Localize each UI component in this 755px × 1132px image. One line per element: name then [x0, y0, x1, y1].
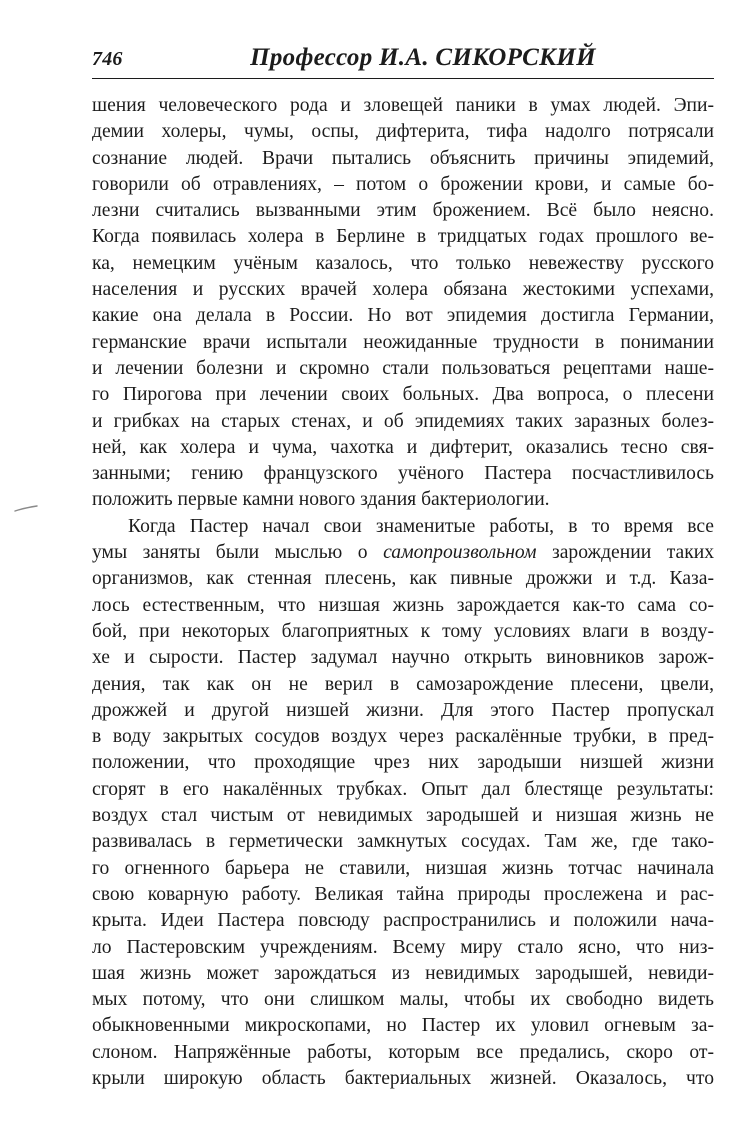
text-line: организмов, как стенная плесень, как пивные дрожжи и т.д. Каза- [92, 568, 714, 590]
header-rule [92, 78, 714, 79]
text-line: положении, что проходящие чрез них зародыши низшей жизни [92, 752, 714, 774]
body-text [92, 93, 714, 1092]
text-line: положить первые камни нового здания бактериологии. [92, 489, 550, 511]
text-line: крыли широкую область бактериальных жизней. Оказалось, что [92, 1067, 714, 1089]
margin-pencil-mark [14, 505, 38, 513]
text-line: ней, как холера и чума, чахотка и дифтерит, оказались тесно свя- [92, 436, 714, 458]
text-line: развивалась в герметически замкнутых сосудах. Там же, где тако- [92, 831, 714, 853]
running-title: Профессор И.А. СИКОРСКИЙ [250, 44, 596, 71]
text-line: демии холеры, чумы, оспы, дифтерита, тифа надолго потрясали [92, 121, 714, 143]
text-line: го Пирогова при лечении своих больных. Два вопроса, о плесени [92, 384, 714, 406]
text-line: ка, немецким учёным казалось, что только невежеству русского [92, 252, 714, 274]
text-line: слоном. Напряжённые работы, которым все предались, скоро от- [92, 1041, 714, 1063]
text-line: лось естественным, что низшая жизнь зарождается как-то сама со- [92, 594, 714, 616]
text-line: крыта. Идеи Пастера повсюду распространились и положили нача- [92, 910, 714, 932]
text-line: шения человеческого рода и зловещей паники в умах людей. Эпи- [92, 95, 714, 116]
text-line [92, 540, 714, 566]
text-line: какие она делала в России. Но вот эпидемия достигла Германии, [92, 305, 714, 327]
page-number: 746 [92, 48, 123, 70]
text-line: и лечении болезни и скромно стали пользоваться рецептами наше- [92, 357, 714, 379]
text-line: воздух стал чистым от невидимых зародышей и низшая жизнь не [92, 805, 714, 827]
page-header [92, 44, 714, 80]
text-line: в воду закрытых сосудов воздух через раскалённые трубки, в пред- [92, 726, 714, 748]
text-line: бой, при некоторых благоприятных к тому условиях влаги в возду- [92, 620, 714, 642]
text-line: занными; гению французского учёного Пастера посчастливилось [92, 463, 714, 485]
text-line: лезни считались вызванными этим брожением. Всё было неясно. [92, 200, 714, 222]
text-line: говорили об отравлениях, – потом о брожении крови, и самые бо- [92, 173, 714, 195]
text-line: шая жизнь может зарождаться из невидимых зародышей, невиди- [92, 962, 714, 984]
text-line-paragraph-start: Когда Пастер начал свои знаменитые работы, в то время все [128, 515, 714, 537]
text-line: хе и сырости. Пастер задумал научно открыть виновников зарож- [92, 647, 714, 669]
text-line: и грибках на старых стенах, и об эпидемиях таких заразных болез- [92, 410, 714, 432]
text-fragment: зарождении таких [536, 542, 714, 564]
text-line: населения и русских врачей холера обязана жестокими успехами, [92, 279, 714, 301]
text-line: сознание людей. Врачи пытались объяснить причины эпидемий, [92, 147, 714, 169]
text-line: дения, так как он не верил в самозарождение плесени, цвели, [92, 673, 714, 695]
text-line: го огненного барьера не ставили, низшая жизнь тотчас начинала [92, 857, 714, 879]
text-line: ло Пастеровским учреждениям. Всему миру стало ясно, что низ- [92, 936, 714, 958]
text-line: германские врачи испытали неожиданные трудности в понимании [92, 331, 714, 353]
text-line: свою коварную работу. Великая тайна природы прослежена и рас- [92, 883, 714, 905]
text-line: сгорят в его накалённых трубках. Опыт дал блестяще результаты: [92, 778, 714, 800]
text-fragment: умы заняты были мыслью о [92, 542, 384, 564]
italic-term: самопроизвольном [383, 542, 537, 564]
text-line: дрожжей и другой низшей жизни. Для этого Пастер пропускал [92, 699, 714, 721]
text-line: мых потому, что они слишком малы, чтобы их свободно видеть [92, 989, 714, 1011]
text-line: обыкновенными микроскопами, но Пастер их уловил огневым за- [92, 1015, 714, 1037]
text-line: Когда появилась холера в Берлине в тридцатых годах прошлого ве- [92, 226, 714, 248]
